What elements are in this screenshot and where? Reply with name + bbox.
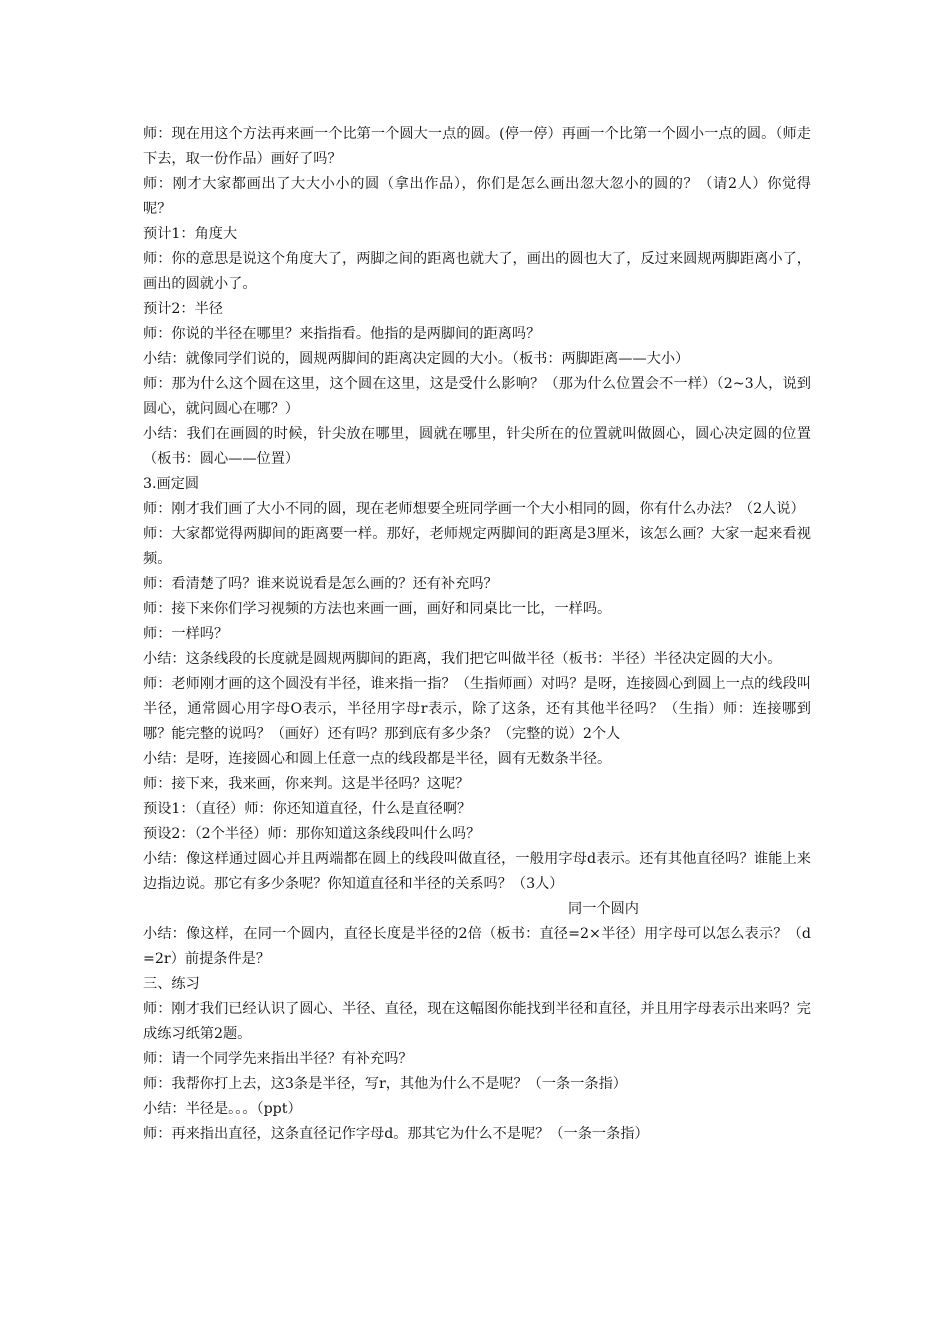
paragraph: 小结：就像同学们说的，圆规两脚间的距离决定圆的大小。（板书：两脚距离——大小） xyxy=(143,351,690,367)
paragraph: 师：刚才我们已经认识了圆心、半径、直径，现在这幅图你能找到半径和直径，并且用字母表示出来吗？完成练习纸第2题。 xyxy=(143,1001,811,1042)
paragraph: 师：刚才大家都画出了大大小小的圆（拿出作品），你们是怎么画出忽大忽小的圆的？（请2人）你觉得呢？ xyxy=(143,176,811,217)
paragraph: 师：老师刚才画的这个圆没有半径，谁来指一指？（生指师画）对吗？是呀，连接圆心到圆上一点的线段叫半径，通常圆心用字母O表示，半径用字母r表示，除了这条，还有其他半径吗？（生指）师：连接哪到哪？能完整的说吗？（画好）还有吗？那到底有多少条？（完整的说）2个人 xyxy=(143,676,811,742)
paragraph: 师：再来指出直径，这条直径记作字母d。那其它为什么不是呢？（一条一条指） xyxy=(143,1126,649,1142)
paragraph: 师：接下来你们学习视频的方法也来画一画，画好和同桌比一比，一样吗。 xyxy=(143,601,612,617)
paragraph: 师：接下来，我来画，你来判。这是半径吗？这呢？ xyxy=(143,776,470,792)
paragraph: 小结：像这样通过圆心并且两端都在圆上的线段叫做直径，一般用字母d表示。还有其他直径吗？谁能上来边指边说。那它有多少条呢？你知道直径和半径的关系吗？（3人） xyxy=(143,851,811,892)
paragraph: 小结：半径是。。。（ppt） xyxy=(143,1101,302,1117)
paragraph: 小结：像这样，在同一个圆内，直径长度是半径的2倍（板书：直径=2×半径）用字母可以怎么表示？（d=2r）前提条件是？ xyxy=(143,926,811,967)
paragraph: 预设2：（2个半径）师：那你知道这条线段叫什么吗？ xyxy=(143,826,481,842)
paragraph: 预计2：半径 xyxy=(143,301,223,317)
paragraph: 小结：是呀，连接圆心和圆上任意一点的线段都是半径，圆有无数条半径。 xyxy=(143,751,612,767)
document-body xyxy=(143,122,811,1147)
paragraph: 师：请一个同学先来指出半径？有补充吗？ xyxy=(143,1051,413,1067)
paragraph: 师：现在用这个方法再来画一个比第一个圆大一点的圆。(停一停）再画一个比第一个圆小一点的圆。（师走下去，取一份作品）画好了吗？ xyxy=(143,126,811,167)
section-heading: 三、练习 xyxy=(143,976,200,992)
paragraph: 师：你的意思是说这个角度大了，两脚之间的距离也就大了，画出的圆也大了，反过来圆规两脚距离小了，画出的圆就小了。 xyxy=(143,251,811,292)
paragraph: 师：一样吗？ xyxy=(143,626,229,642)
paragraph: 预设1：（直径）师：你还知道直径，什么是直径啊？ xyxy=(143,801,472,817)
paragraph: 师：你说的半径在哪里？来指指看。他指的是两脚间的距离吗？ xyxy=(143,326,541,342)
section-heading: 3.画定圆 xyxy=(143,476,200,492)
paragraph: 师：看清楚了吗？谁来说说看是怎么画的？还有补充吗？ xyxy=(143,576,498,592)
annotation-note: 同一个圆内 xyxy=(568,901,639,917)
paragraph: 预计1：角度大 xyxy=(143,226,238,242)
paragraph: 小结：我们在画圆的时候，针尖放在哪里，圆就在哪里，针尖所在的位置就叫做圆心，圆心决定圆的位置（板书：圆心——位置） xyxy=(143,426,811,467)
paragraph: 师：那为什么这个圆在这里，这个圆在这里，这是受什么影响？（那为什么位置会不一样）（2~3人，说到圆心，就问圆心在哪？） xyxy=(143,376,811,417)
paragraph: 师：大家都觉得两脚间的距离要一样。那好，老师规定两脚间的距离是3厘米，该怎么画？大家一起来看视频。 xyxy=(143,526,811,567)
paragraph: 师：刚才我们画了大小不同的圆，现在老师想要全班同学画一个大小相同的圆，你有什么办法？（2人说） xyxy=(143,501,805,517)
paragraph: 小结：这条线段的长度就是圆规两脚间的距离，我们把它叫做半径（板书：半径）半径决定圆的大小。 xyxy=(143,651,782,667)
paragraph: 师：我帮你打上去，这3条是半径，写r，其他为什么不是呢？（一条一条指） xyxy=(143,1076,627,1092)
